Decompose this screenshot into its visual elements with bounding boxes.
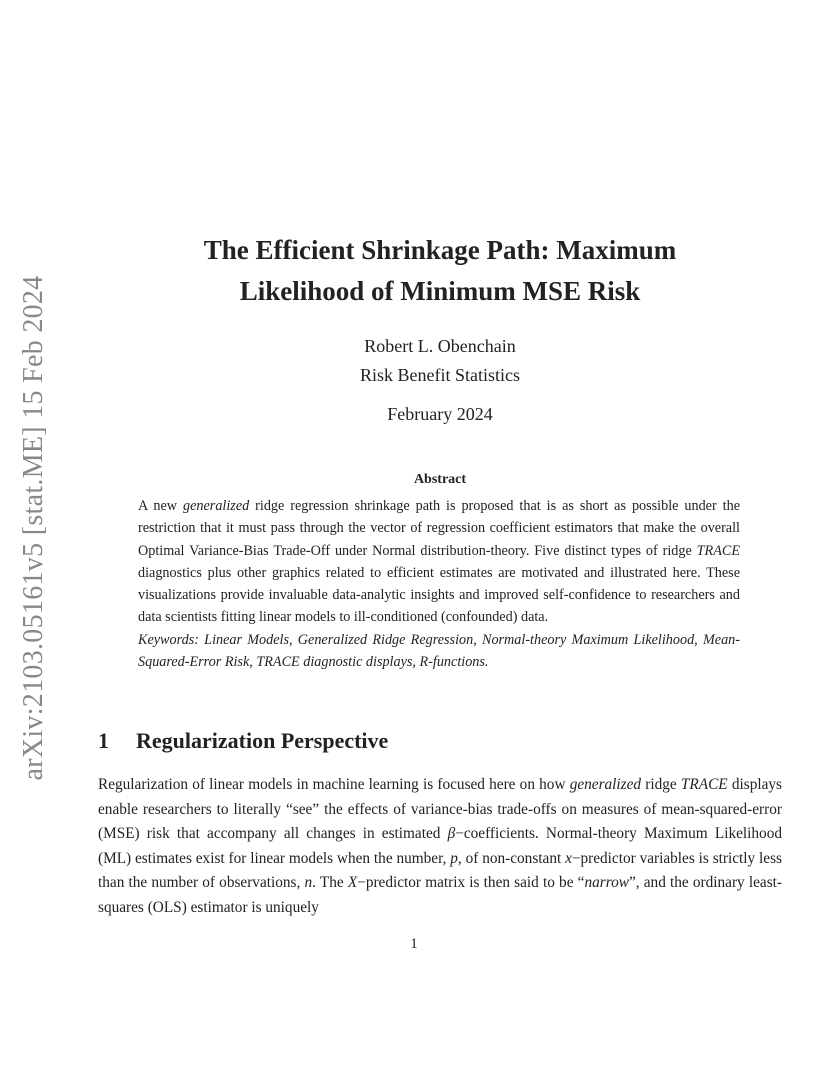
author-affiliation: Risk Benefit Statistics bbox=[360, 365, 520, 385]
title-line-1: The Efficient Shrinkage Path: Maximum bbox=[203, 235, 677, 265]
abstract-body bbox=[138, 495, 740, 673]
abstract-paragraph: A new generalized ridge regression shrinkage path is proposed that is as short as possible under the restriction that it must pass through the vector of regression coefficient estimators that make the overall Optimal Variance-Bias Trade-Off under Normal distribution-theory. Five distinct types of ridge TRACE diagnostics plus other graphics related to efficient estimates are motivated and illustrated here. These visualizations provide invaluable data-analytic insights and improved self-confidence to researchers and data scientists fitting linear models to ill-conditioned (confounded) data. bbox=[138, 498, 740, 626]
section-number: 1 bbox=[98, 728, 109, 753]
author-name: Robert L. Obenchain bbox=[364, 336, 516, 356]
paper-title bbox=[120, 230, 760, 312]
keywords: Keywords: Linear Models, Generalized Ridge Regression, Normal-theory Maximum Likelihood, Mean-Squared-Error Risk, TRACE diagnostic displays, R-functions. bbox=[138, 631, 740, 671]
abstract-heading: Abstract bbox=[413, 472, 467, 487]
page-number: 1 bbox=[410, 936, 418, 952]
section-heading bbox=[98, 728, 388, 754]
title-line-2: Likelihood of Minimum MSE Risk bbox=[239, 276, 641, 306]
publication-date: February 2024 bbox=[387, 404, 493, 424]
section-title: Regularization Perspective bbox=[136, 728, 389, 753]
arxiv-identifier: arXiv:2103.05161v5 [stat.ME] 15 Feb 2024 bbox=[18, 275, 49, 781]
body-paragraph: Regularization of linear models in machine learning is focused here on how generalized ridge TRACE displays enable researchers to literally “see” the effects of variance-bias trade-offs on measures of mean-squared-error (MSE) risk that accompany all changes in estimated β−coefficients. Normal-theory Maximum Likelihood (ML) estimates exist for linear models when the number, p, of non-constant x−predictor variables is strictly less than the number of observations, n. The X−predictor matrix is then said to be “narrow”, and the ordinary least-squares (OLS) estimator is uniquely bbox=[98, 776, 782, 916]
